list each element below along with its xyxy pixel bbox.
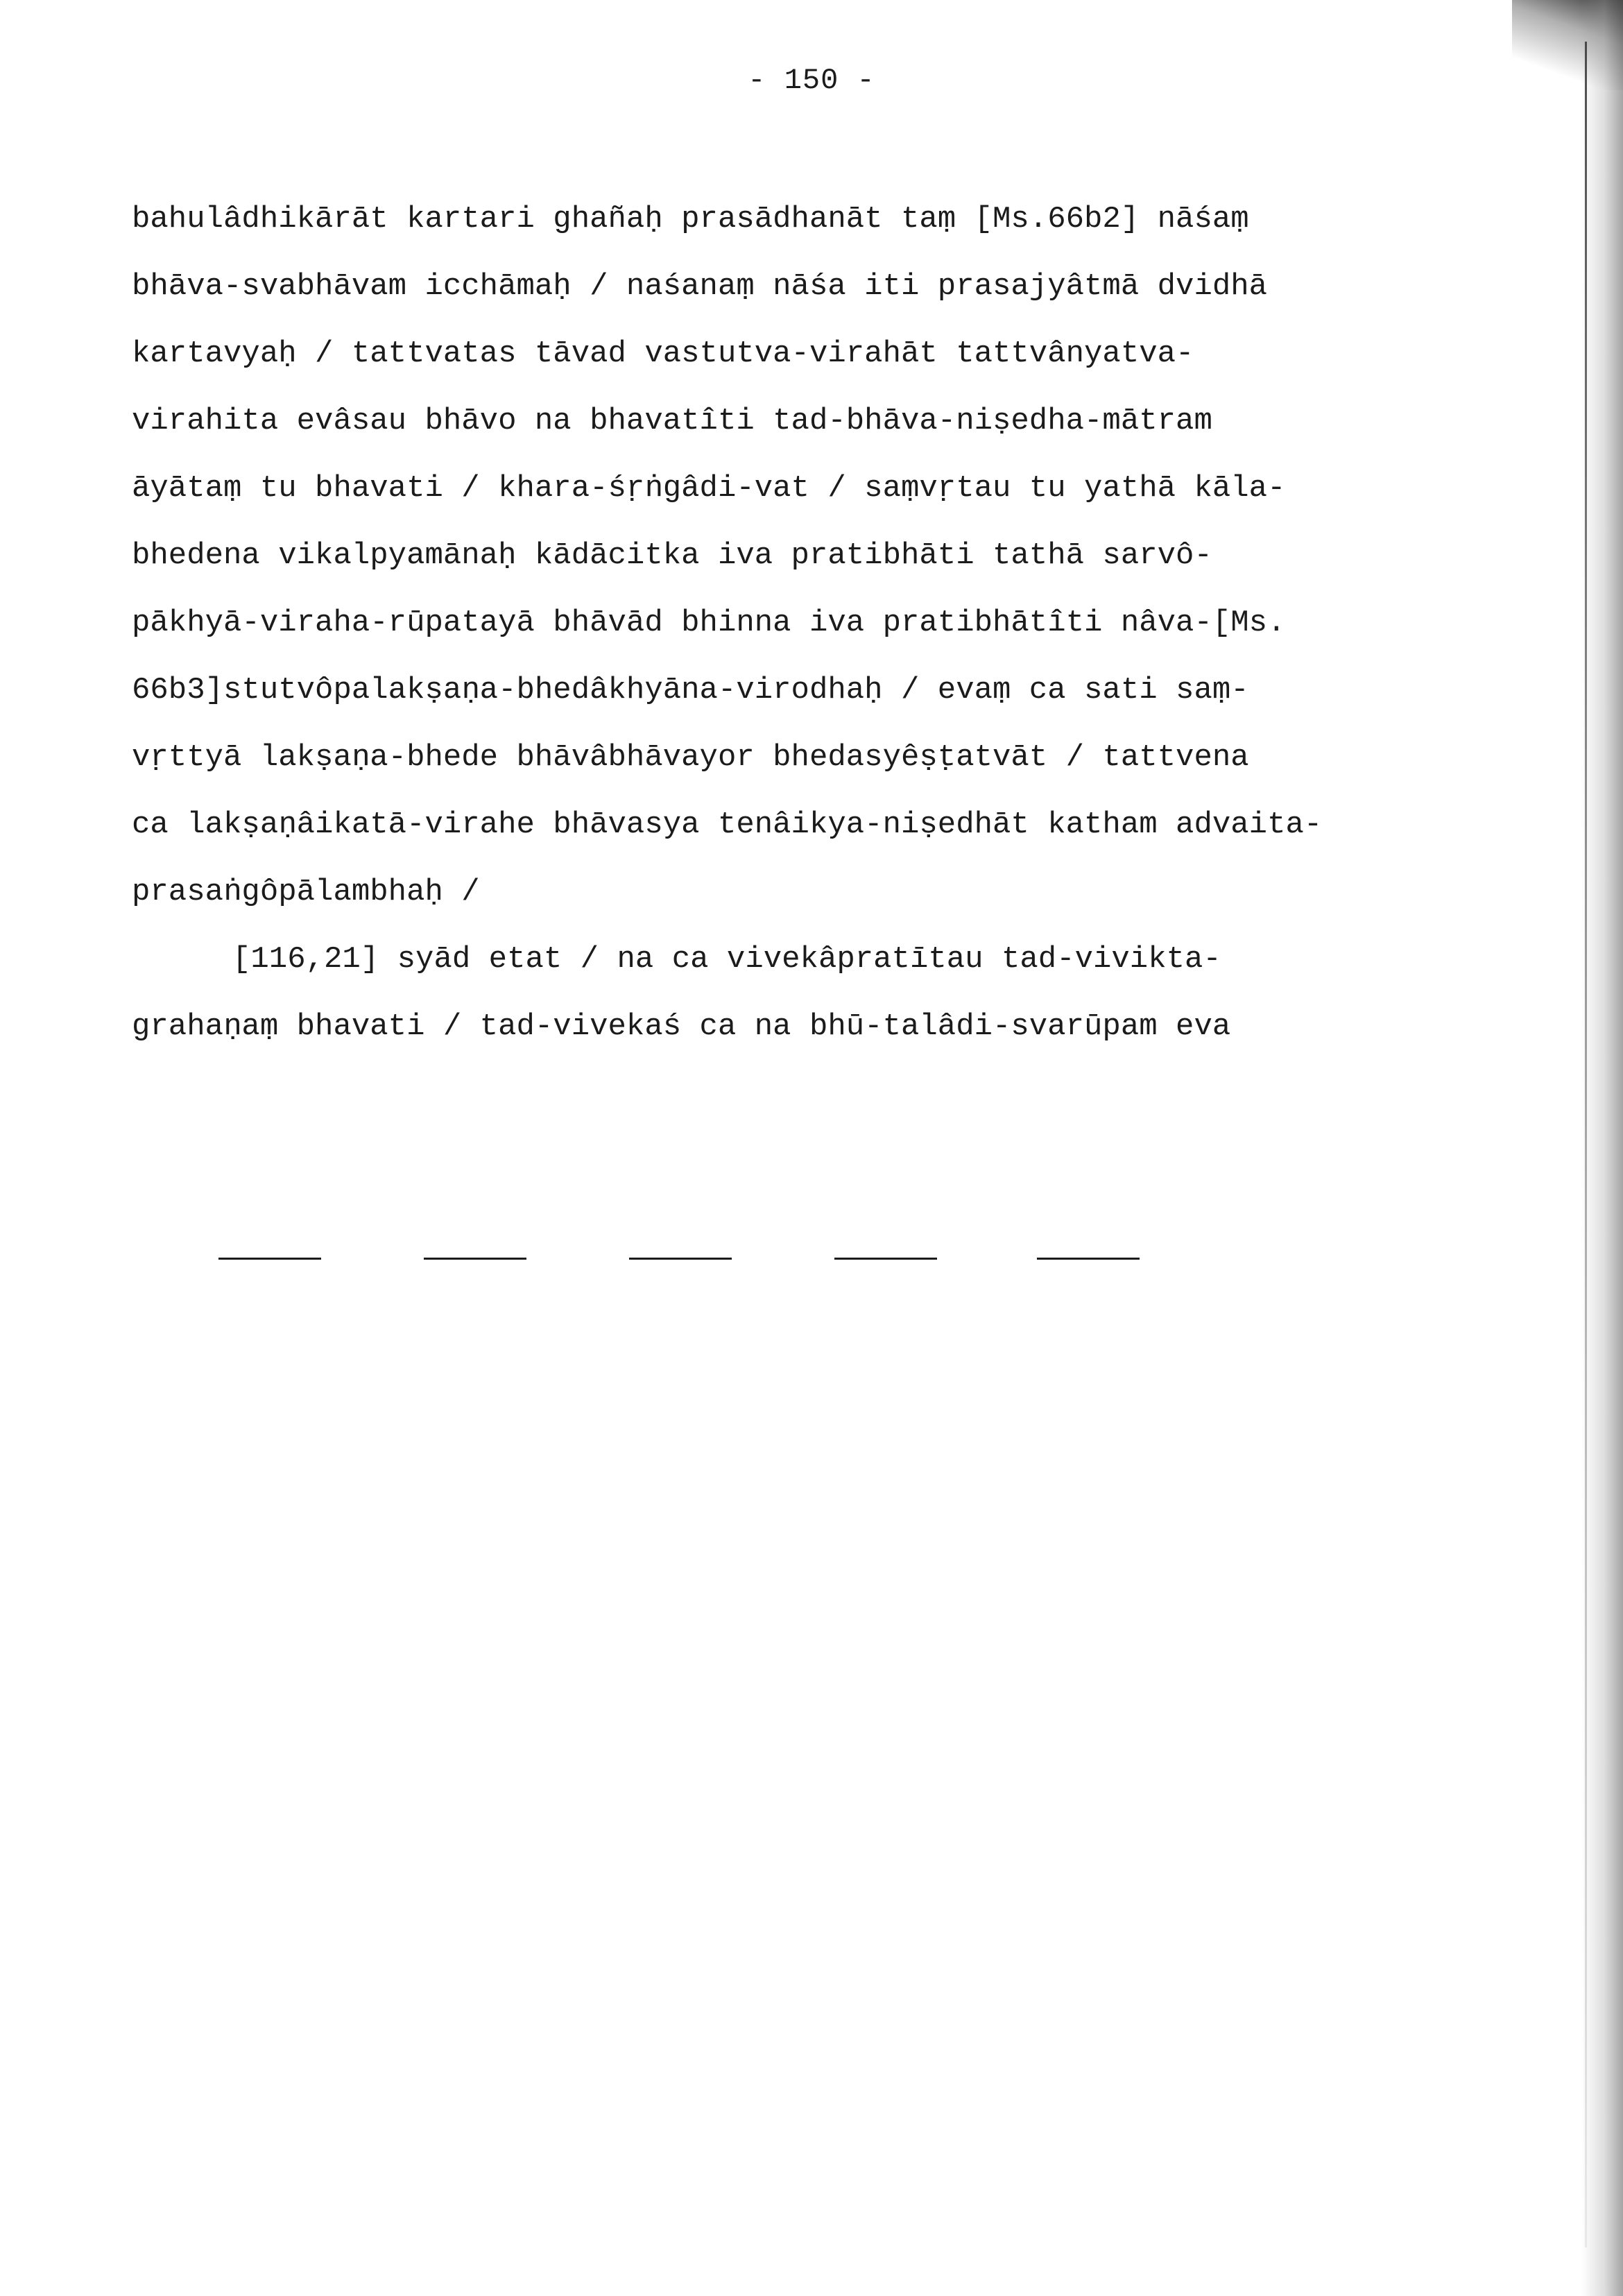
text-line: grahaṇaṃ bhavati / tad-vivekaś ca na bhū-talâdi-svarūpam eva (132, 1009, 1231, 1044)
text-line: vṛttyā lakṣaṇa-bhede bhāvâbhāvayor bhedasyêṣṭatvāt / tattvena (132, 740, 1249, 775)
text-line: āyātaṃ tu bhavati / khara-śṛṅgâdi-vat / saṃvṛtau tu yathā kāla- (132, 471, 1286, 506)
body-text (132, 186, 1484, 1061)
section-end-divider (218, 1258, 1148, 1260)
text-line: bahulâdhikārāt kartari ghañaḥ prasādhanāt taṃ [Ms.66b2] nāśaṃ (132, 202, 1249, 237)
divider-dash (834, 1258, 937, 1260)
text-line: 66b3]stutvôpalakṣaṇa-bhedâkhyāna-virodhaḥ / evaṃ ca sati saṃ- (132, 673, 1249, 708)
divider-dash (1037, 1258, 1140, 1260)
scan-edge-line (1585, 42, 1587, 2247)
text-line: bhedena vikalpyamānaḥ kādācitka iva pratibhāti tathā sarvô- (132, 538, 1212, 573)
text-line: bhāva-svabhāvam icchāmaḥ / naśanaṃ nāśa iti prasajyâtmā dvidhā (132, 269, 1268, 304)
text-line: ca lakṣaṇâikatā-virahe bhāvasya tenâikya-niṣedhāt katham advaita- (132, 807, 1323, 842)
text-line: kartavyaḥ / tattvatas tāvad vastutva-virahāt tattvânyatva- (132, 336, 1194, 371)
text-line: pākhyā-viraha-rūpatayā bhāvād bhinna iva pratibhātîti nâva-[Ms. (132, 606, 1286, 640)
scan-edge-shadow (1581, 0, 1623, 2296)
divider-dash (629, 1258, 732, 1260)
page-number: - 150 - (748, 64, 875, 97)
text-line: virahita evâsau bhāvo na bhavatîti tad-bhāva-niṣedha-mātram (132, 404, 1212, 438)
divider-dash (424, 1258, 526, 1260)
divider-dash (218, 1258, 321, 1260)
paragraph-start-line: [116,21] syād etat / na ca vivekâpratītau tad-vivikta- (232, 942, 1221, 977)
text-line: prasaṅgôpālambhaḥ / (132, 875, 480, 909)
